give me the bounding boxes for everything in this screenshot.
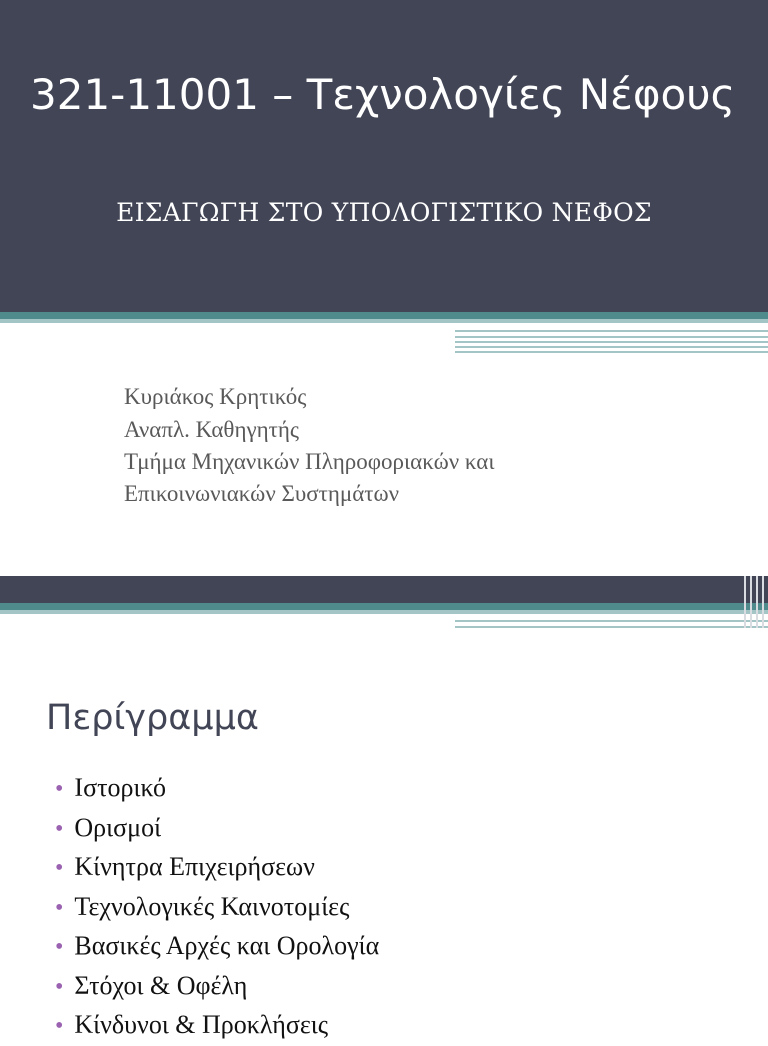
list-item	[55, 1005, 379, 1045]
decor-vbar	[744, 576, 746, 628]
lecture-subtitle: ΕΙΣΑΓΩΓΗ ΣΤΟ ΥΠΟΛΟΓΙΣΤΙΚΟ ΝΕΦΟΣ	[116, 198, 652, 227]
list-item	[55, 966, 379, 1006]
author-department-line2: Επικοινωνιακών Συστημάτων	[124, 481, 400, 506]
list-item	[55, 808, 379, 848]
accent-bar	[0, 312, 768, 319]
bullet-icon: •	[55, 815, 64, 842]
header-band	[0, 0, 768, 312]
list-item-text: Στόχοι & Οφέλη	[74, 970, 248, 1000]
list-item	[55, 926, 379, 966]
accent-bar-light	[0, 319, 768, 323]
list-item-text: Ορισμοί	[74, 812, 162, 842]
list-item	[55, 768, 379, 808]
header-band	[0, 576, 768, 603]
decor-stripe	[455, 626, 768, 628]
author-position: Αναπλ. Καθηγητής	[124, 417, 300, 442]
decor-stripe	[455, 336, 768, 338]
accent-bar-light	[0, 610, 768, 614]
bullet-icon: •	[55, 1013, 64, 1039]
list-item	[55, 847, 379, 887]
author-name: Κυριάκος Κρητικός	[124, 384, 307, 409]
author-department-line1: Τμήμα Μηχανικών Πληροφοριακών και	[124, 449, 495, 474]
bullet-icon: •	[55, 934, 64, 960]
accent-bar	[0, 603, 768, 610]
list-item-text: Ιστορικό	[74, 773, 167, 802]
outline-slide	[0, 576, 768, 1039]
list-item-text: Τεχνολογικές Καινοτομίες	[74, 891, 350, 921]
bullet-icon: •	[55, 973, 64, 1000]
list-item-text: Κίνδυνοι & Προκλήσεις	[74, 1010, 329, 1039]
decor-vbar	[762, 576, 764, 628]
decor-stripe	[455, 341, 768, 343]
course-title: 321-11001 – Τεχνολογίες Νέφους	[30, 70, 736, 119]
decor-stripe	[455, 346, 768, 348]
decor-stripe	[455, 351, 768, 353]
decor-vbar	[750, 576, 752, 628]
bullet-icon: •	[55, 855, 64, 881]
list-item	[55, 887, 379, 927]
list-item-text: Βασικές Αρχές και Ορολογία	[74, 931, 380, 960]
bullet-icon: •	[55, 894, 64, 921]
decor-stripe	[455, 330, 768, 332]
decor-vbar	[756, 576, 758, 628]
outline-list	[55, 768, 379, 1045]
decor-stripe	[455, 620, 768, 622]
list-item-text: Κίνητρα Επιχειρήσεων	[74, 852, 315, 881]
bullet-icon: •	[55, 776, 64, 802]
author-block	[124, 380, 724, 510]
outline-title: Περίγραμμα	[46, 698, 259, 738]
